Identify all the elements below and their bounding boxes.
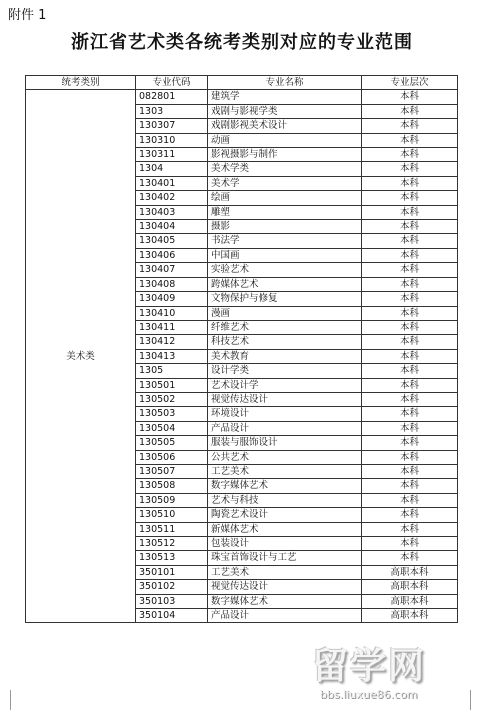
major-name-cell: 摄影: [208, 220, 362, 234]
major-level-cell: 本科: [362, 436, 458, 450]
major-level-cell: 本科: [362, 508, 458, 522]
major-level-cell: 本科: [362, 378, 458, 392]
major-level-cell: 本科: [362, 493, 458, 507]
major-name-cell: 产品设计: [208, 421, 362, 435]
page-margin-mark-left: [10, 690, 11, 710]
site-watermark: [312, 636, 478, 708]
major-code-cell: 1304: [136, 162, 208, 176]
major-level-cell: 本科: [362, 407, 458, 421]
major-level-cell: 高职本科: [362, 609, 458, 623]
major-name-cell: 科技艺术: [208, 335, 362, 349]
page-title: 浙江省艺术类各统考类别对应的专业范围: [71, 32, 413, 53]
major-level-cell: 本科: [362, 162, 458, 176]
major-name-cell: 视觉传达设计: [208, 580, 362, 594]
major-name-cell: 戏剧影视美术设计: [208, 119, 362, 133]
major-code-cell: 130407: [136, 263, 208, 277]
major-name-cell: 戏剧与影视学类: [208, 104, 362, 118]
major-name-cell: 珠宝首饰设计与工艺: [208, 551, 362, 565]
major-code-cell: 130413: [136, 349, 208, 363]
major-level-cell: 本科: [362, 104, 458, 118]
major-code-cell: 130404: [136, 220, 208, 234]
major-level-cell: 本科: [362, 551, 458, 565]
major-code-cell: 130310: [136, 133, 208, 147]
major-level-cell: 高职本科: [362, 594, 458, 608]
major-code-cell: 130503: [136, 407, 208, 421]
major-name-cell: 美术学: [208, 176, 362, 190]
major-name-cell: 实验艺术: [208, 263, 362, 277]
major-code-cell: 130512: [136, 537, 208, 551]
major-name-cell: 文物保护与修复: [208, 292, 362, 306]
major-name-cell: 艺术与科技: [208, 493, 362, 507]
major-level-cell: 本科: [362, 176, 458, 190]
major-code-cell: 350104: [136, 609, 208, 623]
major-code-cell: 130408: [136, 277, 208, 291]
major-level-cell: 本科: [362, 263, 458, 277]
header-major-name: 专业名称: [208, 76, 362, 90]
major-level-cell: 本科: [362, 277, 458, 291]
major-name-cell: 环境设计: [208, 407, 362, 421]
major-code-cell: 130410: [136, 306, 208, 320]
major-code-cell: 130409: [136, 292, 208, 306]
major-level-cell: 本科: [362, 119, 458, 133]
major-code-cell: 130510: [136, 508, 208, 522]
table-body: [26, 90, 458, 623]
major-level-cell: 本科: [362, 248, 458, 262]
major-level-cell: 高职本科: [362, 580, 458, 594]
major-level-cell: 本科: [362, 220, 458, 234]
major-name-cell: 公共艺术: [208, 450, 362, 464]
major-code-cell: 130506: [136, 450, 208, 464]
major-level-cell: 本科: [362, 90, 458, 104]
major-level-cell: 本科: [362, 392, 458, 406]
major-code-cell: 130509: [136, 493, 208, 507]
major-level-cell: 本科: [362, 364, 458, 378]
major-code-cell: 350103: [136, 594, 208, 608]
major-name-cell: 陶瓷艺术设计: [208, 508, 362, 522]
major-name-cell: 艺术设计学: [208, 378, 362, 392]
major-code-cell: 130511: [136, 522, 208, 536]
major-code-cell: 130513: [136, 551, 208, 565]
major-level-cell: 本科: [362, 522, 458, 536]
major-code-cell: 350101: [136, 565, 208, 579]
major-level-cell: 本科: [362, 234, 458, 248]
major-level-cell: 本科: [362, 537, 458, 551]
major-name-cell: 工艺美术: [208, 464, 362, 478]
major-level-cell: 本科: [362, 292, 458, 306]
table-header-row: [26, 76, 458, 90]
major-name-cell: 动画: [208, 133, 362, 147]
major-code-cell: 130505: [136, 436, 208, 450]
major-name-cell: 视觉传达设计: [208, 392, 362, 406]
major-code-cell: 130403: [136, 205, 208, 219]
watermark-brand: 留学网: [312, 646, 427, 687]
major-name-cell: 纤维艺术: [208, 320, 362, 334]
major-name-cell: 服装与服饰设计: [208, 436, 362, 450]
major-level-cell: 本科: [362, 450, 458, 464]
major-level-cell: 本科: [362, 320, 458, 334]
watermark-url: bbs.liuxue86.com: [320, 688, 418, 701]
major-level-cell: 本科: [362, 133, 458, 147]
major-code-cell: 130502: [136, 392, 208, 406]
major-code-cell: 130405: [136, 234, 208, 248]
major-name-cell: 中国画: [208, 248, 362, 262]
major-name-cell: 工艺美术: [208, 565, 362, 579]
major-code-cell: 1305: [136, 364, 208, 378]
major-code-cell: 130411: [136, 320, 208, 334]
major-name-cell: 美术教育: [208, 349, 362, 363]
major-level-cell: 本科: [362, 148, 458, 162]
header-major-code: 专业代码: [136, 76, 208, 90]
major-level-cell: 本科: [362, 191, 458, 205]
major-code-cell: 130508: [136, 479, 208, 493]
major-name-cell: 设计学类: [208, 364, 362, 378]
major-code-cell: 350102: [136, 580, 208, 594]
major-level-cell: 本科: [362, 479, 458, 493]
header-exam-category: 统考类别: [26, 76, 136, 90]
major-level-cell: 本科: [362, 205, 458, 219]
attachment-label: 附件 1: [8, 8, 47, 23]
major-name-cell: 绘画: [208, 191, 362, 205]
major-code-cell: 130402: [136, 191, 208, 205]
major-name-cell: 雕塑: [208, 205, 362, 219]
major-code-cell: 130311: [136, 148, 208, 162]
major-level-cell: 高职本科: [362, 565, 458, 579]
major-name-cell: 美术学类: [208, 162, 362, 176]
major-name-cell: 产品设计: [208, 609, 362, 623]
major-level-cell: 本科: [362, 335, 458, 349]
major-level-cell: 本科: [362, 349, 458, 363]
header-major-level: 专业层次: [362, 76, 458, 90]
major-name-cell: 新媒体艺术: [208, 522, 362, 536]
major-code-cell: 1303: [136, 104, 208, 118]
major-code-cell: 130504: [136, 421, 208, 435]
major-level-cell: 本科: [362, 306, 458, 320]
major-code-cell: 130412: [136, 335, 208, 349]
major-name-cell: 建筑学: [208, 90, 362, 104]
major-code-cell: 130507: [136, 464, 208, 478]
major-name-cell: 包装设计: [208, 537, 362, 551]
table-row: [26, 90, 458, 104]
category-cell: 美术类: [26, 90, 136, 623]
major-name-cell: 数字媒体艺术: [208, 594, 362, 608]
major-code-cell: 130401: [136, 176, 208, 190]
major-code-cell: 130406: [136, 248, 208, 262]
major-code-cell: 082801: [136, 90, 208, 104]
major-name-cell: 书法学: [208, 234, 362, 248]
major-name-cell: 数字媒体艺术: [208, 479, 362, 493]
major-code-cell: 130501: [136, 378, 208, 392]
major-name-cell: 跨媒体艺术: [208, 277, 362, 291]
major-level-cell: 本科: [362, 421, 458, 435]
major-level-cell: 本科: [362, 464, 458, 478]
major-name-cell: 漫画: [208, 306, 362, 320]
major-scope-table: [25, 75, 458, 623]
major-name-cell: 影视摄影与制作: [208, 148, 362, 162]
major-code-cell: 130307: [136, 119, 208, 133]
